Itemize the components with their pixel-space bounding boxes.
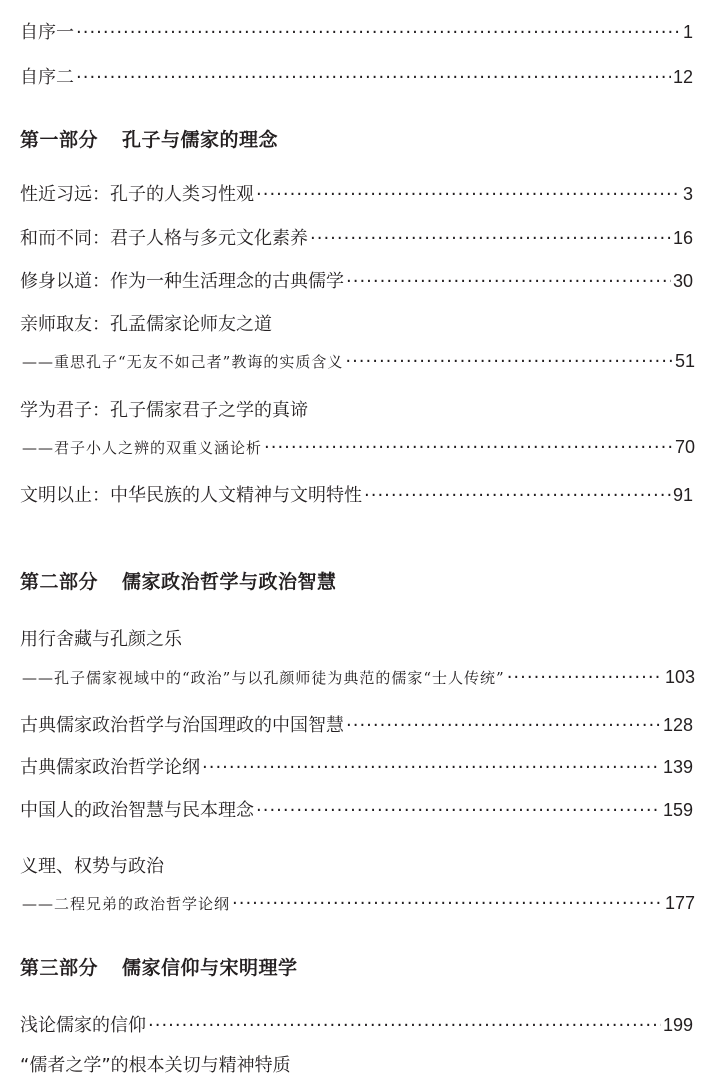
- toc-entry[interactable]: [20, 267, 693, 293]
- toc-entry[interactable]: [20, 180, 693, 206]
- toc-subtitle-entry[interactable]: [22, 437, 695, 458]
- toc-entry-title: ——孔子儒家视域中的“政治”与以孔颜师徒为典范的儒家“士人传统”: [22, 669, 505, 687]
- toc-entry-title: 和而不同：君子人格与多元文化素养: [20, 228, 308, 249]
- toc-entry-title: 性近习远：孔子的人类习性观: [20, 184, 254, 205]
- toc-entry-title: ——君子小人之辨的双重义涵论析: [22, 439, 263, 457]
- page-number: 12: [672, 67, 693, 87]
- toc-entry[interactable]: [20, 1051, 291, 1077]
- dot-leader: [346, 715, 661, 736]
- dot-leader: [232, 893, 663, 914]
- part-title: 孔子与儒家的理念: [122, 129, 279, 151]
- toc-entry[interactable]: [20, 852, 164, 878]
- dot-leader: [346, 271, 671, 292]
- toc-entry-title: 亲师取友：孔孟儒家论师友之道: [20, 314, 272, 335]
- page-number: 159: [662, 800, 693, 820]
- toc-entry[interactable]: [20, 796, 693, 822]
- part-label: 第一部分: [20, 129, 99, 151]
- part-label: 第二部分: [20, 571, 99, 593]
- page-number: 177: [664, 893, 695, 913]
- toc-subtitle-entry[interactable]: [22, 893, 695, 914]
- part-heading: [20, 953, 298, 980]
- dot-leader: [256, 800, 661, 821]
- toc-entry-title: ——重思孔子“无友不如己者”教诲的实质含义: [22, 353, 344, 371]
- page-number: 3: [682, 184, 693, 204]
- dot-leader: [364, 485, 671, 506]
- part-heading: [20, 567, 337, 594]
- toc-subtitle-entry[interactable]: [22, 667, 695, 688]
- toc-entry[interactable]: [20, 711, 693, 737]
- toc-entry-title: 古典儒家政治哲学与治国理政的中国智慧: [20, 715, 344, 736]
- dot-leader: [148, 1015, 661, 1036]
- dot-leader: [76, 67, 671, 88]
- page-number: 70: [674, 437, 695, 457]
- toc-entry-title: “儒者之学”的根本关切与精神特质: [20, 1055, 291, 1076]
- page-number: 128: [662, 715, 693, 735]
- page-number: 139: [662, 757, 693, 777]
- toc-entry[interactable]: [20, 18, 693, 44]
- dot-leader: [310, 228, 671, 249]
- part-title: 儒家政治哲学与政治智慧: [122, 571, 337, 593]
- toc-entry-title: 用行舍藏与孔颜之乐: [20, 629, 182, 650]
- toc-entry-title: ——二程兄弟的政治哲学论纲: [22, 895, 231, 913]
- toc-entry[interactable]: [20, 1011, 693, 1037]
- toc-entry-title: 文明以止：中华民族的人文精神与文明特性: [20, 485, 362, 506]
- toc-entry-title: 修身以道：作为一种生活理念的古典儒学: [20, 271, 344, 292]
- dot-leader: [76, 22, 681, 43]
- part-title: 儒家信仰与宋明理学: [122, 957, 298, 979]
- toc-entry-title: 古典儒家政治哲学论纲: [20, 757, 200, 778]
- toc-entry[interactable]: [20, 396, 308, 422]
- toc-entry[interactable]: [20, 310, 272, 336]
- page-number: 51: [674, 351, 695, 371]
- dot-leader: [345, 351, 673, 372]
- toc-entry[interactable]: [20, 625, 182, 651]
- page-number: 199: [662, 1015, 693, 1035]
- page-number: 16: [672, 228, 693, 248]
- dot-leader: [202, 757, 661, 778]
- toc-entry-title: 自序二: [20, 67, 74, 88]
- dot-leader: [256, 184, 681, 205]
- toc-entry[interactable]: [20, 224, 693, 250]
- part-label: 第三部分: [20, 957, 99, 979]
- toc-entry[interactable]: [20, 481, 693, 507]
- toc-entry-title: 中国人的政治智慧与民本理念: [20, 800, 254, 821]
- page-number: 30: [672, 271, 693, 291]
- toc-subtitle-entry[interactable]: [22, 351, 695, 372]
- page-number: 103: [664, 667, 695, 687]
- dot-leader: [264, 437, 673, 458]
- page-number: 91: [672, 485, 693, 505]
- toc-entry-title: 义理、权势与政治: [20, 856, 164, 877]
- toc-entry-title: 学为君子：孔子儒家君子之学的真谛: [20, 400, 308, 421]
- toc-entry-title: 浅论儒家的信仰: [20, 1015, 146, 1036]
- toc-entry[interactable]: [20, 753, 693, 779]
- dot-leader: [507, 667, 663, 688]
- part-heading: [20, 125, 278, 152]
- toc-entry[interactable]: [20, 63, 693, 89]
- page-number: 1: [682, 22, 693, 42]
- toc-entry-title: 自序一: [20, 22, 74, 43]
